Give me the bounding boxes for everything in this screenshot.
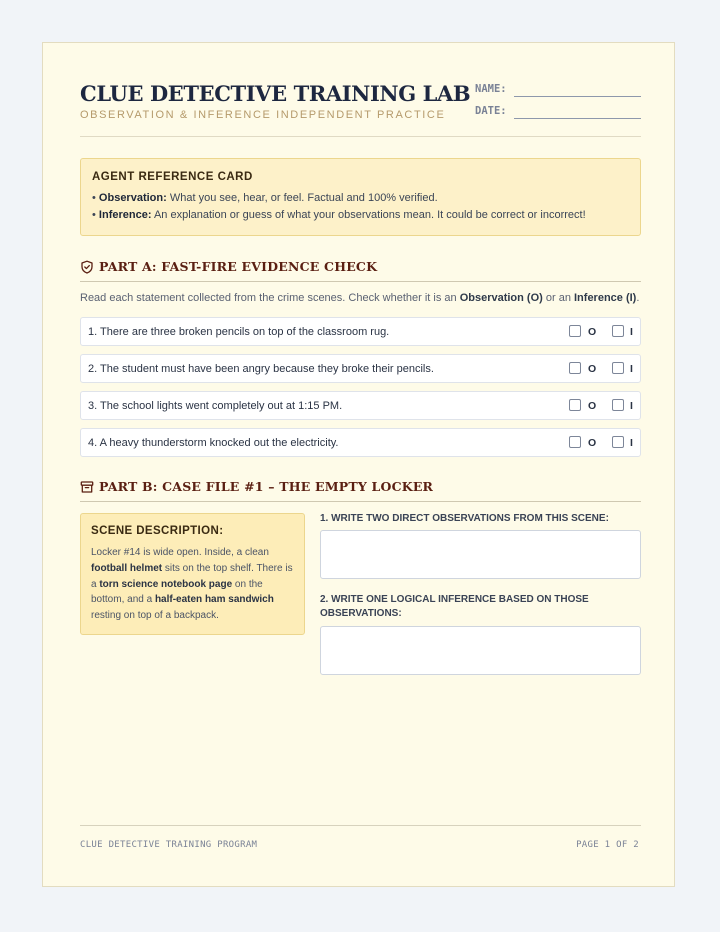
scene-description-box — [80, 513, 305, 635]
reference-term: Observation: — [98, 192, 167, 204]
reference-term: Inference: — [98, 209, 152, 221]
statement-row — [80, 317, 641, 346]
name-line[interactable] — [514, 96, 641, 97]
inference-checkbox[interactable] — [612, 399, 624, 411]
scene-clue: torn science notebook page — [99, 578, 233, 590]
instructions-text: or an — [542, 292, 574, 304]
part-a-heading — [80, 259, 641, 282]
scene-clue: half-eaten ham sandwich — [154, 594, 274, 606]
instructions-observation: Observation (O) — [459, 292, 543, 304]
footer-page-number: PAGE 1 OF 2 — [576, 840, 639, 850]
inference-answer-box[interactable] — [320, 626, 641, 675]
observation-option-label: O — [588, 437, 597, 449]
scene-text-part: sits on the top shelf. There is a — [91, 562, 293, 590]
instructions-inference: Inference (I) — [574, 292, 637, 304]
statement-text: 4. A heavy thunderstorm knocked out the electricity. — [88, 437, 339, 449]
name-label: NAME: — [475, 83, 507, 95]
part-b-title: PART B: CASE FILE #1 – THE EMPTY LOCKER — [99, 479, 434, 494]
header-divider — [80, 136, 641, 137]
scene-clue: football helmet — [91, 562, 163, 574]
part-a-instructions — [80, 292, 639, 304]
reference-definition: An explanation or guess of what your observations mean. It could be correct or incorrect! — [153, 209, 586, 221]
inference-option-label: I — [630, 326, 633, 338]
inference-option-label: I — [630, 363, 633, 375]
inference-checkbox[interactable] — [612, 362, 624, 374]
statement-text: 1. There are three broken pencils on top of the classroom rug. — [88, 326, 390, 338]
scene-text-part: on the bottom, and a — [91, 578, 263, 606]
statement-text: 3. The school lights went completely out at 1:15 PM. — [88, 400, 343, 412]
observation-option-label: O — [588, 400, 597, 412]
task-inference-label: 2. WRITE ONE LOGICAL INFERENCE BASED ON THOSE OBSERVATIONS: — [320, 594, 589, 619]
statement-row — [80, 354, 641, 383]
scene-title: SCENE DESCRIPTION: — [91, 525, 224, 537]
observation-checkbox[interactable] — [569, 325, 581, 337]
part-a-title: PART A: FAST-FIRE EVIDENCE CHECK — [99, 259, 378, 274]
inference-checkbox[interactable] — [612, 436, 624, 448]
observation-option-label: O — [588, 326, 597, 338]
instructions-text: Read each statement collected from the crime scenes. Check whether it is an — [80, 292, 460, 304]
shield-icon — [80, 260, 94, 274]
page-title: CLUE DETECTIVE TRAINING LAB — [80, 81, 471, 106]
inference-option-label: I — [630, 437, 633, 449]
worksheet-page — [42, 42, 675, 887]
inference-option-label: I — [630, 400, 633, 412]
reference-item-observation — [92, 192, 438, 204]
instructions-text: . — [636, 292, 640, 304]
scene-text-part: Locker #14 is wide open. Inside, a clean — [91, 547, 269, 558]
bullet: • — [92, 209, 99, 221]
archive-icon — [80, 480, 94, 494]
reference-card-title: AGENT REFERENCE CARD — [92, 171, 253, 183]
date-line[interactable] — [514, 118, 641, 119]
observation-checkbox[interactable] — [569, 399, 581, 411]
inference-checkbox[interactable] — [612, 325, 624, 337]
observation-option-label: O — [588, 363, 597, 375]
date-label: DATE: — [475, 105, 507, 117]
agent-reference-card — [80, 158, 641, 236]
statement-text: 2. The student must have been angry because they broke their pencils. — [88, 363, 434, 375]
page-subtitle: OBSERVATION & INFERENCE INDEPENDENT PRACTICE — [80, 109, 446, 121]
part-b-heading — [80, 479, 641, 502]
scene-text — [91, 545, 296, 624]
scene-text-part: resting on top of a backpack. — [91, 610, 219, 622]
observation-checkbox[interactable] — [569, 362, 581, 374]
bullet: • — [92, 192, 99, 204]
footer-program-name: CLUE DETECTIVE TRAINING PROGRAM — [80, 840, 258, 850]
reference-item-inference — [92, 209, 586, 221]
observation-checkbox[interactable] — [569, 436, 581, 448]
reference-definition: What you see, hear, or feel. Factual and 100% verified. — [169, 192, 438, 204]
task-observations-label: 1. WRITE TWO DIRECT OBSERVATIONS FROM THIS SCENE: — [320, 513, 609, 524]
statement-row — [80, 428, 641, 457]
footer-divider — [80, 825, 641, 826]
observations-answer-box[interactable] — [320, 530, 641, 579]
statement-row — [80, 391, 641, 420]
